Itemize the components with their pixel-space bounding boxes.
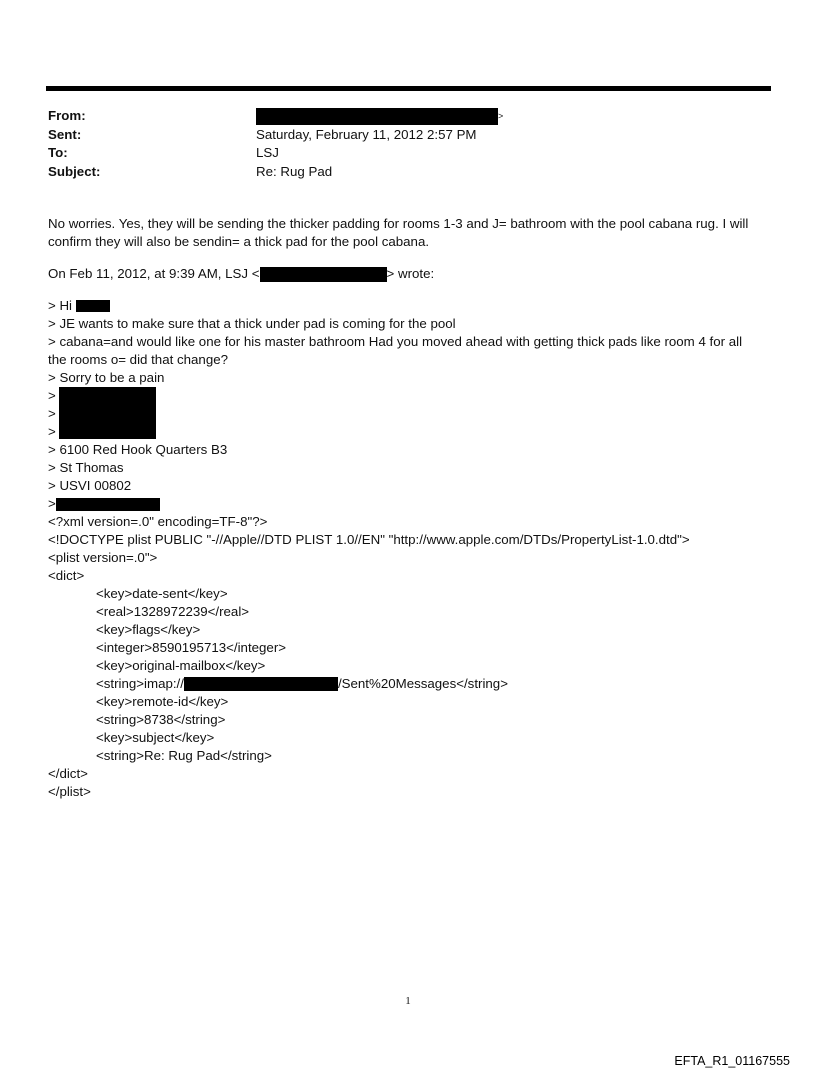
quoted-line: > JE wants to make sure that a thick under pad is coming for the pool — [48, 316, 456, 331]
plist-entry: <integer>8590195713</integer> — [96, 640, 287, 655]
redaction-box — [184, 677, 338, 691]
to-row — [48, 144, 768, 163]
sent-label: Sent: — [48, 126, 82, 142]
from-label: From: — [48, 108, 86, 123]
quoted-line: > — [48, 406, 56, 421]
reply-text-line: confirm they will also be sendin= a thick pad for the pool cabana. — [48, 234, 430, 249]
from-value — [256, 107, 503, 126]
quoted-line: > — [48, 424, 56, 439]
header-divider — [46, 86, 771, 91]
email-header — [48, 107, 768, 181]
attribution-prefix: On Feb 11, 2012, at 9:39 AM, LSJ < — [48, 266, 260, 281]
quoted-signature-block — [48, 387, 776, 441]
plist-open: <plist version=.0"> — [48, 550, 158, 565]
imap-suffix: /Sent%20Messages</string> — [337, 676, 508, 691]
quoted-line: > cabana=and would like one for his master bathroom Had you moved ahead with getting thick pads like room 4 for all — [48, 334, 743, 349]
plist-entry: <string>Re: Rug Pad</string> — [96, 748, 272, 763]
subject-value: Re: Rug Pad — [256, 163, 333, 179]
page-number: 1 — [405, 995, 411, 1007]
redaction-box — [76, 300, 110, 312]
plist-close: </plist> — [48, 784, 91, 799]
redaction-box — [59, 387, 156, 439]
plist-entry: <key>remote-id</key> — [96, 694, 229, 709]
redaction-box — [256, 108, 498, 125]
from-row — [48, 107, 768, 126]
address-line: > USVI 00802 — [48, 478, 132, 493]
document-id: EFTA_R1_01167555 — [674, 1054, 790, 1068]
to-label: To: — [48, 145, 68, 160]
plist-entry: <key>flags</key> — [96, 622, 201, 637]
quoted-greeting-text: > Hi — [48, 298, 76, 313]
subject-row — [48, 163, 768, 182]
plist-entry: <string>8738</string> — [96, 712, 226, 727]
subject-label: Subject: — [48, 163, 101, 179]
redaction-box — [260, 267, 387, 282]
quoted-line: the rooms o= did that change? — [48, 352, 229, 367]
to-value: LSJ — [256, 145, 279, 160]
imap-prefix: <string>imap:// — [96, 676, 184, 691]
doctype-line: <!DOCTYPE plist PUBLIC "-//Apple//DTD PLIST 1.0//EN" "http://www.apple.com/DTDs/PropertyList-1.0.dtd"> — [48, 532, 690, 547]
plist-entry: <key>date-sent</key> — [96, 586, 228, 601]
quote-marker: > — [48, 496, 56, 511]
email-body — [48, 215, 776, 801]
quoted-line — [48, 495, 776, 513]
address-line: > St Thomas — [48, 460, 124, 475]
quoted-line: > — [48, 388, 56, 403]
dict-open: <dict> — [48, 568, 85, 583]
plist-entry: <real>1328972239</real> — [96, 604, 250, 619]
attribution-line — [48, 265, 776, 283]
dict-close: </dict> — [48, 766, 88, 781]
reply-text-line: No worries. Yes, they will be sending the thicker padding for rooms 1-3 and J= bathroom with the pool cabana rug. I will — [48, 216, 749, 231]
attribution-suffix: > wrote: — [386, 266, 435, 281]
sent-row — [48, 126, 768, 145]
from-suffix: > — [498, 111, 504, 121]
quoted-line: > Sorry to be a pain — [48, 370, 165, 385]
sent-value: Saturday, February 11, 2012 2:57 PM — [256, 126, 477, 142]
plist-entry: <key>subject</key> — [96, 730, 215, 745]
xml-declaration: <?xml version=.0" encoding=TF-8"?> — [48, 514, 268, 529]
quoted-greeting — [48, 297, 776, 315]
address-line: > 6100 Red Hook Quarters B3 — [48, 442, 228, 457]
plist-entry — [48, 675, 776, 693]
redaction-box — [56, 498, 160, 511]
plist-entry: <key>original-mailbox</key> — [96, 658, 266, 673]
